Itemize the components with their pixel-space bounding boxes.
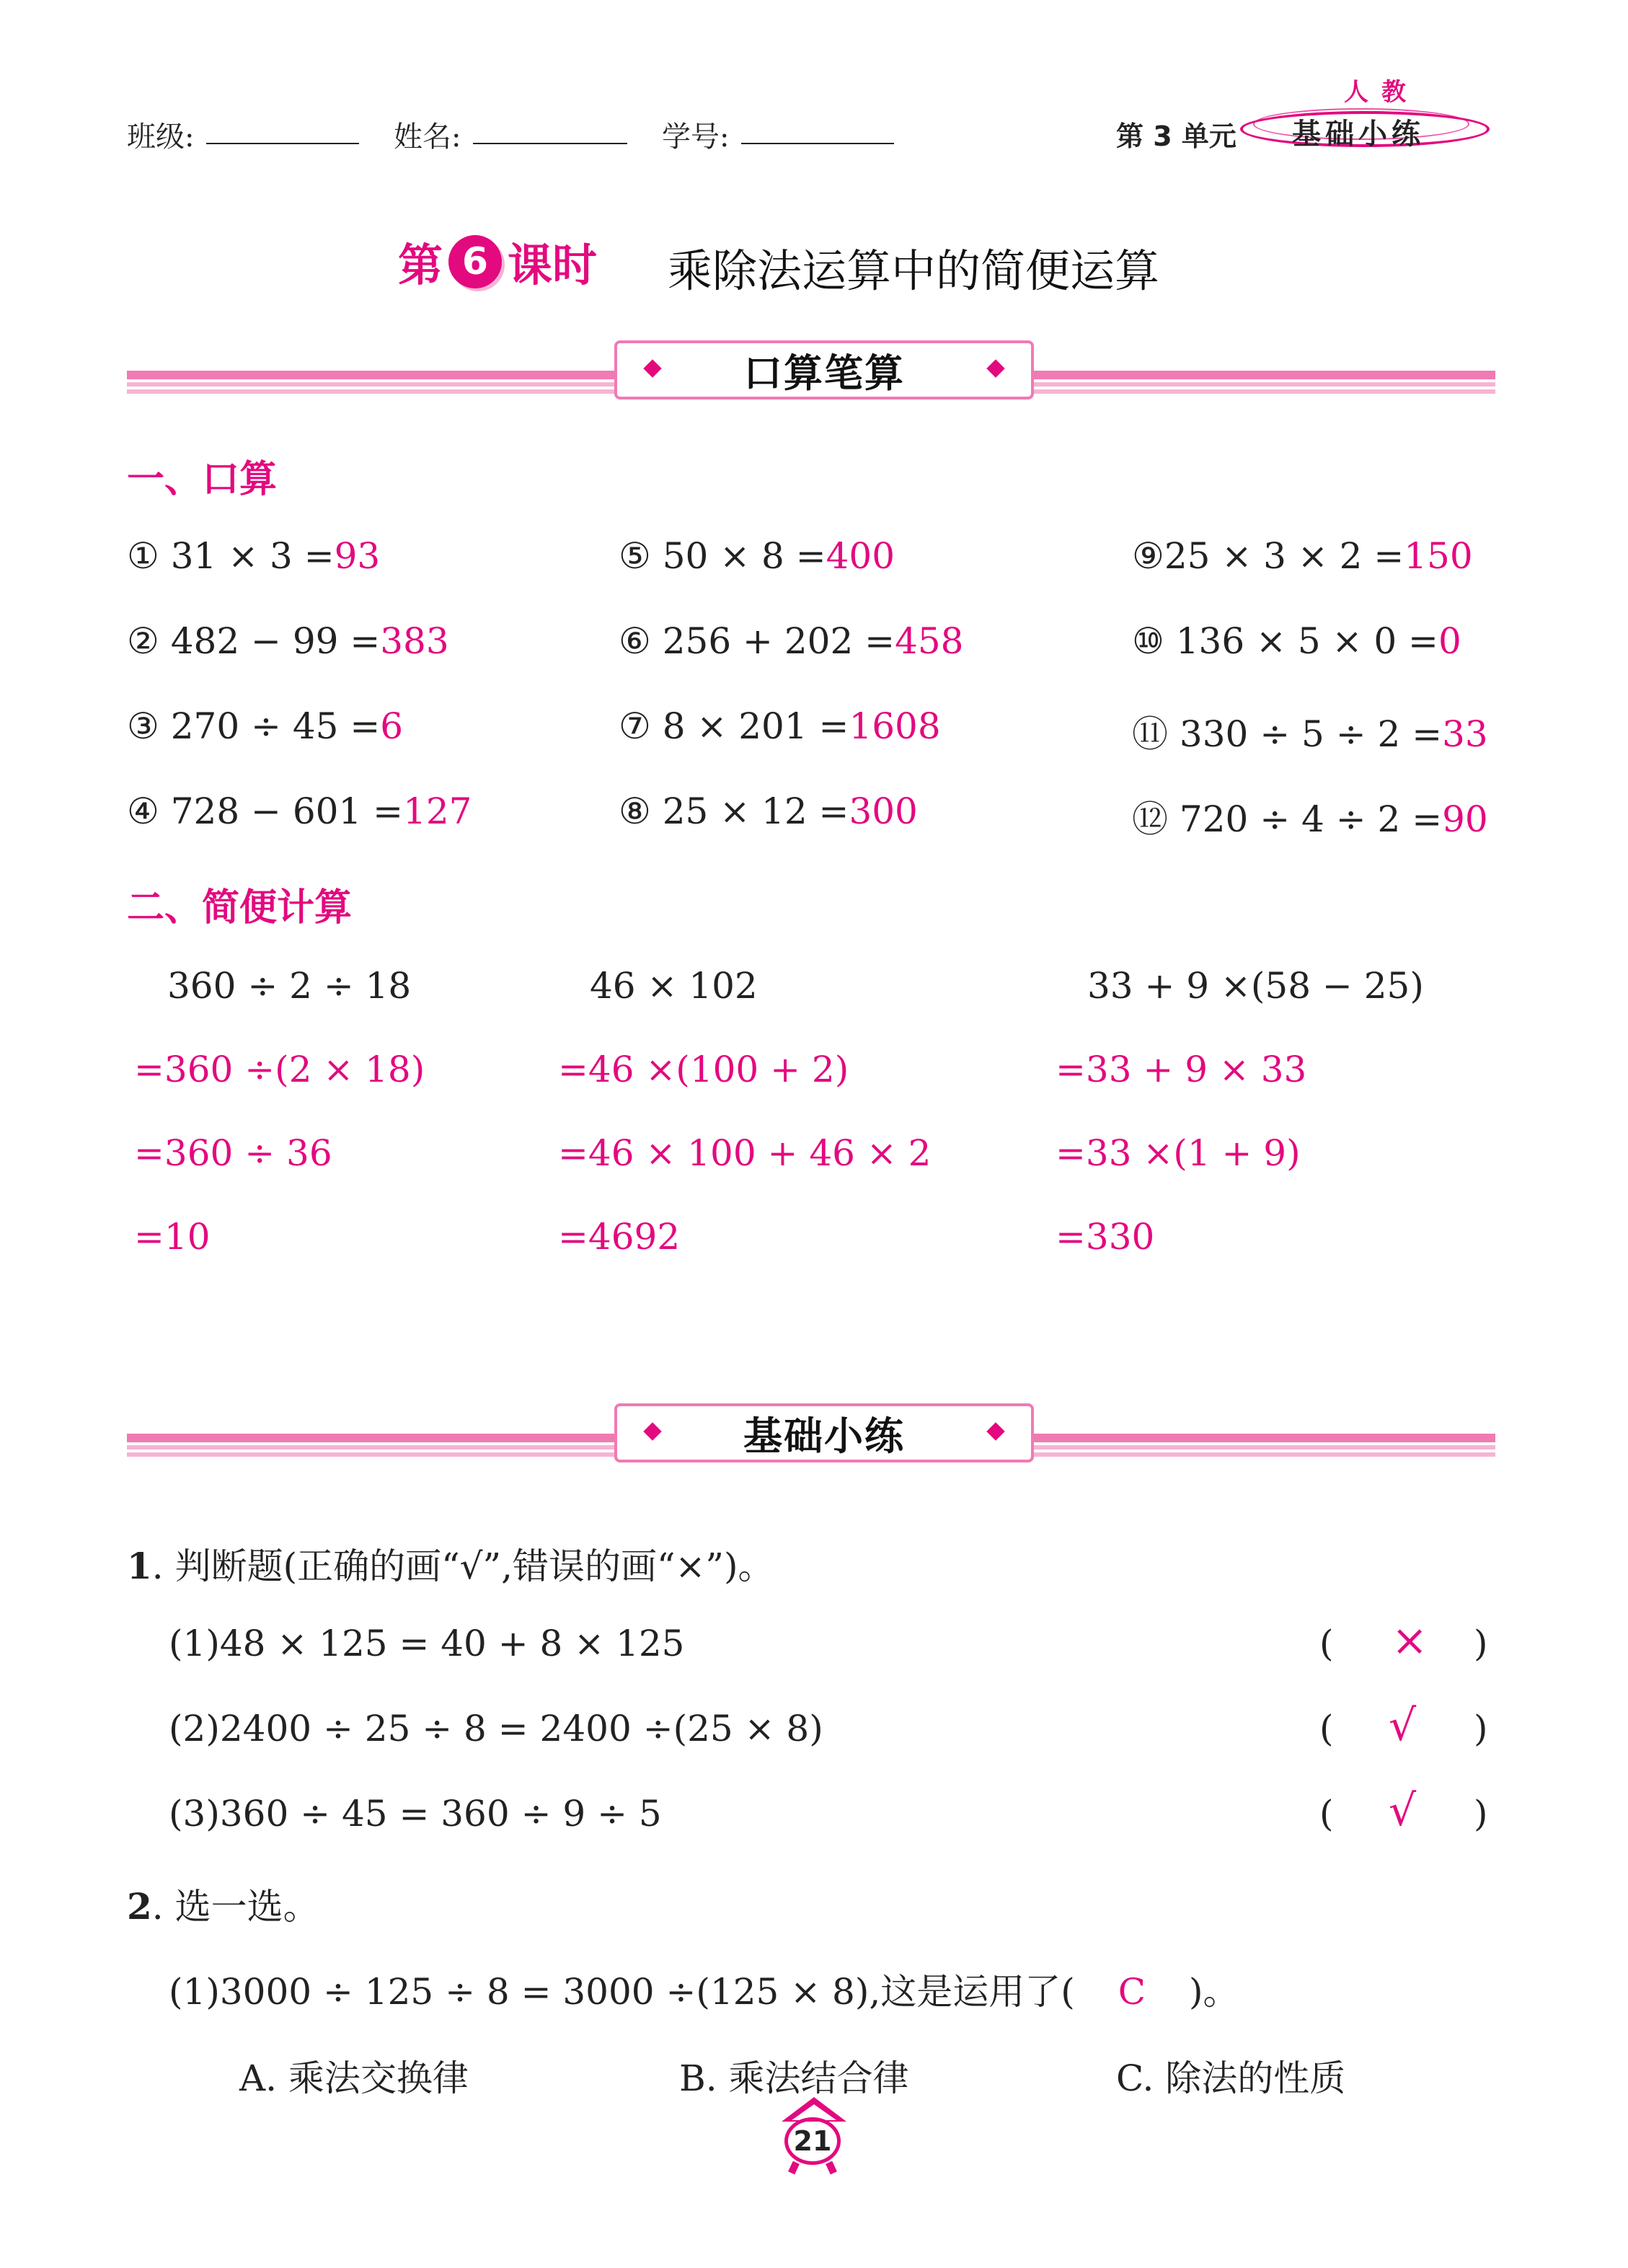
option-a[interactable]: A. 乘法交换律 [239,2057,469,2099]
cross-mark[interactable]: × [1392,1615,1428,1666]
oral-item: ⑧ 25 × 12 =300 [619,790,918,832]
diamond-icon [643,359,661,377]
diamond-icon [643,1422,661,1440]
oral-item: ④ 728 − 601 =127 [127,790,472,832]
simplify-step: =46 ×(100 + 2) [558,1049,849,1090]
oral-item: ① 31 × 3 =93 [127,535,381,577]
choice-item: (1)3000 ÷ 125 ÷ 8 = 3000 ÷(125 × 8),这是运用了( C )。 [169,1971,1239,2013]
answer: 33 [1442,713,1488,755]
oral-item: ⑨25 × 3 × 2 =150 [1132,535,1473,577]
oral-item: ⑩ 136 × 5 × 0 =0 [1132,620,1461,662]
lesson-number [398,229,597,294]
answer: 127 [403,790,472,832]
choice-answer[interactable]: C [1118,1971,1146,2013]
simplify-step: =33 + 9 × 33 [1056,1049,1307,1090]
answer-paren-open: ( [1319,1793,1334,1835]
answer: 383 [380,620,449,662]
answer: 90 [1442,798,1488,840]
section-title: 口算笔算 [743,350,905,396]
option-c[interactable]: C. 除法的性质 [1116,2057,1346,2099]
oral-item: ③ 270 ÷ 45 =6 [127,705,404,747]
diamond-icon [986,1422,1004,1440]
oral-item: ⑪ 330 ÷ 5 ÷ 2 =33 [1132,713,1488,755]
answer-paren-close: ) [1474,1793,1488,1835]
answer: 400 [826,535,895,577]
answer: 93 [334,535,381,577]
oral-item: ⑤ 50 × 8 =400 [619,535,895,577]
answer-paren-close: ) [1474,1623,1488,1664]
section-title-box [614,1403,1034,1462]
simplify-problem: 33 + 9 ×(58 − 25) [1087,965,1424,1007]
badge-publisher: 人教 [1344,78,1419,107]
answer: 150 [1404,535,1473,577]
answer: 1608 [849,705,941,747]
unit-label: 第 3 单元 [1116,120,1237,152]
student-id-field[interactable] [741,143,894,144]
simplify-step: =10 [134,1216,211,1258]
student-id-label: 学号: [662,120,730,154]
judge-item: (2)2400 ÷ 25 ÷ 8 = 2400 ÷(25 × 8) [169,1708,823,1749]
judge-item: (3)360 ÷ 45 = 360 ÷ 9 ÷ 5 [169,1793,662,1835]
badge-title: 基础小练 [1292,118,1425,151]
answer-paren-close: ) [1474,1708,1488,1749]
page-number: 21 [784,2117,841,2165]
class-field[interactable] [206,143,359,144]
name-field[interactable] [473,143,627,144]
page-title: 乘除法运算中的简便运算 [668,244,1160,297]
question-1-title: 1. 判断题(正确的画“√”,错误的画“×”)。 [127,1545,774,1587]
lesson-number-circle: 6 [448,235,502,288]
page-number-badge [774,2097,854,2176]
answer-paren-open: ( [1319,1708,1334,1749]
answer: 0 [1438,620,1461,662]
diamond-icon [986,359,1004,377]
lesson-prefix: 第 [398,239,443,291]
simplify-step: =360 ÷ 36 [134,1132,332,1174]
part2-title: 二、简便计算 [127,886,353,930]
section-title-box [614,340,1034,400]
class-label: 班级: [127,120,195,154]
simplify-problem: 46 × 102 [590,965,758,1007]
simplify-step: =360 ÷(2 × 18) [134,1049,425,1090]
answer: 458 [895,620,964,662]
oral-item: ② 482 − 99 =383 [127,620,449,662]
section-bar-practice [127,1413,1495,1459]
check-mark[interactable]: √ [1389,1786,1417,1836]
answer: 6 [380,705,404,747]
section-title: 基础小练 [743,1413,905,1459]
simplify-step: =4692 [558,1216,681,1258]
name-label: 姓名: [394,120,461,154]
question-2-title: 2. 选一选。 [127,1885,319,1928]
simplify-step: =330 [1056,1216,1155,1258]
oral-item: ⑦ 8 × 201 =1608 [619,705,941,747]
lesson-suffix: 课时 [508,239,598,291]
oral-item: ⑥ 256 + 202 =458 [619,620,964,662]
check-mark[interactable]: √ [1389,1700,1417,1751]
judge-item: (1)48 × 125 = 40 + 8 × 125 [169,1623,685,1664]
answer: 300 [849,790,918,832]
simplify-problem: 360 ÷ 2 ÷ 18 [167,965,412,1007]
simplify-step: =33 ×(1 + 9) [1056,1132,1301,1174]
option-b[interactable]: B. 乘法结合律 [679,2057,909,2099]
oral-item: ⑫ 720 ÷ 4 ÷ 2 =90 [1132,798,1488,840]
simplify-step: =46 × 100 + 46 × 2 [558,1132,932,1174]
section-bar-calc [127,350,1495,396]
part1-title: 一、口算 [127,458,278,501]
series-badge [1240,78,1492,151]
answer-paren-open: ( [1319,1623,1334,1664]
